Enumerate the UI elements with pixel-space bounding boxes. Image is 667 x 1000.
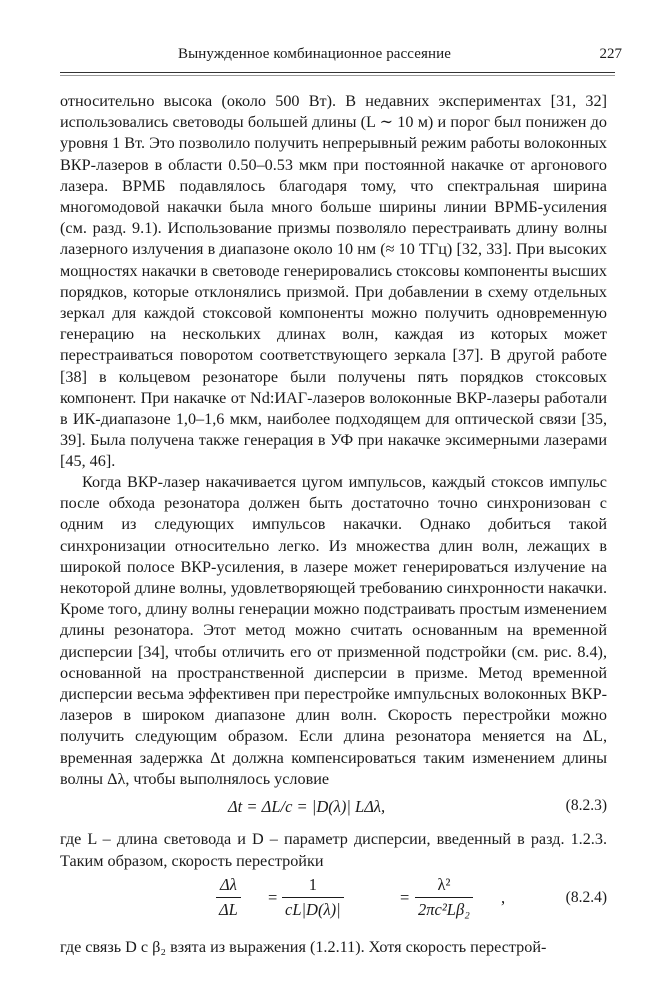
fraction-mid-denominator: cL|D(λ)|: [285, 900, 341, 919]
equation-comma: ,: [501, 888, 506, 907]
fraction-lhs-numerator: Δλ: [216, 875, 241, 898]
fraction-rhs: [415, 875, 473, 920]
header-rule-thin: [60, 75, 615, 76]
fraction-mid-numerator: 1: [282, 875, 344, 898]
fraction-rhs-numerator: λ²: [415, 875, 473, 898]
fraction-middle: [282, 875, 344, 920]
page-number: 227: [599, 46, 622, 62]
equals-sign-1: =: [268, 888, 278, 907]
running-title: Вынужденное комбинационное рассеяние: [178, 46, 452, 62]
fraction-rhs-denominator: 2πc²Lβ₂: [418, 900, 470, 919]
equation-explanation: где L – длина световода и D – параметр дисперсии, введенный в разд. 1.2.3. Таким образом, скорость перестройки: [60, 830, 607, 870]
equation-8-2-3-formula: Δt = ΔL/c = |D(λ)| LΔλ,: [228, 797, 386, 816]
fraction-lhs-denominator: ΔL: [219, 900, 238, 919]
paragraph-2: Когда ВКР-лазер накачивается цугом импульсов, каждый стоксов импульс после обхода резонатора должен быть достаточно точно синхронизован с одним из следующих импульсов накачки. Однако добиться такой синхронизации относительно легко. Из множества длин волн, лежащих в широкой полосе ВКР-усиления, в лазере может генерироваться излучение на некоторой длине волны, удовлетворяющей требованию синхронности накачки. Кроме того, длину волны генерации можно подстраивать простым изменением длины резонатора. Этот метод можно считать основанным на временной дисперсии [34], чтобы отличить его от призменной подстройки (см. рис. 8.4), основанной на пространственной дисперсии в призме. Метод временной дисперсии весьма эффективен при перестройке импульсных волоконных ВКР-лазеров в широком диапазоне длин волн. Скорость перестройки можно получить следующим образом. Если длина резонатора меняется на ΔL, временная задержка Δt должна компенсироваться таким изменением длины волны Δλ, чтобы выполнялось условие: [60, 473, 607, 788]
running-header: [60, 46, 622, 68]
equals-sign-2: =: [400, 888, 410, 907]
header-rule: [60, 72, 615, 73]
equation-8-2-3: [60, 797, 607, 821]
fraction-tuning-rate: [216, 875, 241, 920]
equation-8-2-4-number: (8.2.4): [565, 889, 607, 906]
paragraph-1: относительно высока (около 500 Вт). В недавних экспериментах [31, 32] использовались световоды большей длины (L ∼ 10 м) и порог был понижен до уровня 1 Вт. Это позволило получить непрерывный режим работы волоконных ВКР-лазеров в области 0.50–0.53 мкм при постоянной накачке от аргонового лазера. ВРМБ подавлялось благодаря тому, что спектральная ширина многомодовой накачки была много больше ширины линии ВРМБ-усиления (см. разд. 9.1). Использование призмы позволяло перестраивать длину волны лазерного излучения в диапазоне около 10 нм (≈ 10 ТГц) [32, 33]. При высоких мощностях накачки в световоде генерировались стоксовы компоненты высших порядков, которые отклонялись призмой. При добавлении в схему отдельных зеркал для каждой стоксовой компоненты можно получить одновременную генерацию на нескольких длинах волн, каждая из которых может перестраиваться поворотом соответствующего зеркала [37]. В другой работе [38] в кольцевом резонаторе были получены пять порядков стоксовых компонент. При накачке от Nd:ИАГ-лазеров волоконные ВКР-лазеры работали в ИК-диапазоне 1,0–1,6 мкм, наиболее подходящем для оптической связи [35, 39]. Была получена также генерация в УФ при накачке эксимерными лазерами [45, 46].: [60, 92, 607, 471]
last-line: где связь D с β₂ взята из выражения (1.2.11). Хотя скорость перестрой-: [60, 938, 547, 956]
equation-8-2-4: [60, 873, 607, 929]
equation-8-2-3-number: (8.2.3): [565, 797, 607, 814]
